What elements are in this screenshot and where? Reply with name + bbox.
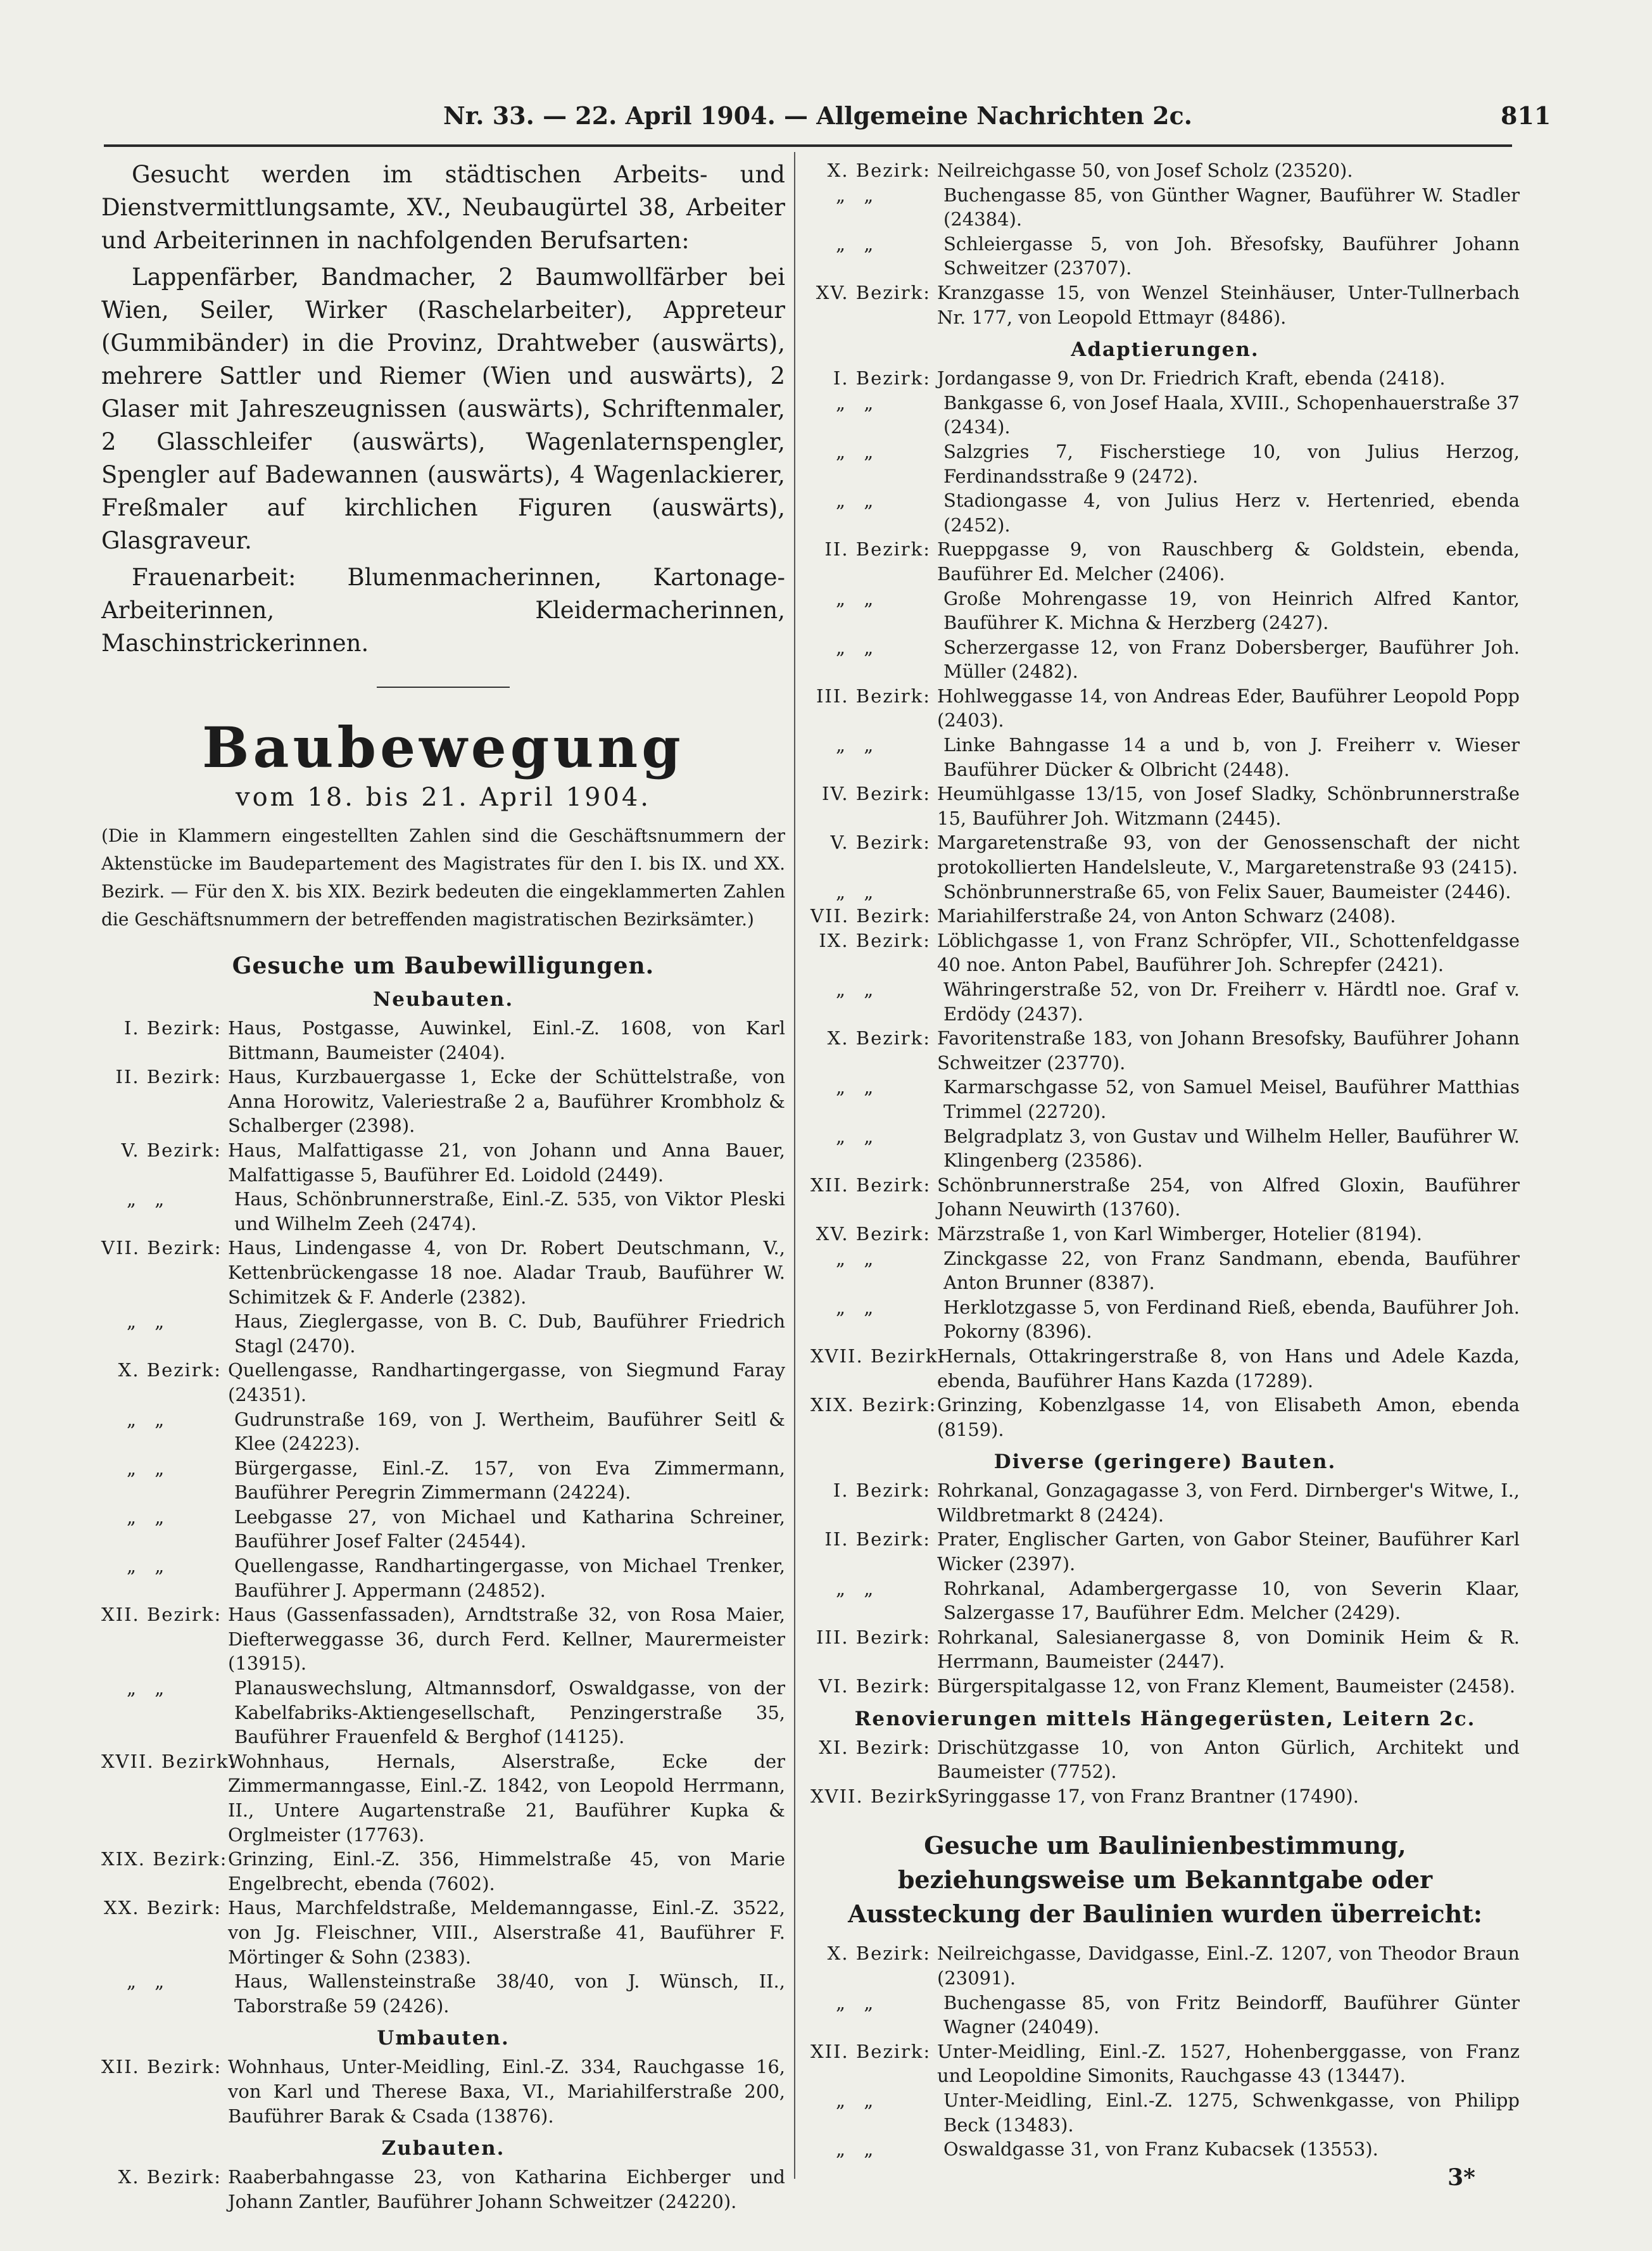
list-item <box>101 1138 785 1187</box>
district-label: „ „ <box>836 734 880 756</box>
list-item <box>101 1969 785 2018</box>
section-subtitle: vom 18. bis 21. April 1904. <box>235 783 652 812</box>
list-item <box>810 391 1520 440</box>
right-groups <box>810 338 1520 1808</box>
district-label: „ „ <box>127 1408 171 1430</box>
list-item <box>810 537 1520 586</box>
district-label: XVII. Bezirk: <box>810 1345 946 1367</box>
entry-text: Bürgerspitalgasse 12, von Franz Klement, Baumeister (2458). <box>937 1675 1516 1697</box>
entry-text: Schleiergasse 5, von Joh. Břesofsky, Bauführer Johann Schweitzer (23707). <box>943 232 1520 279</box>
entry-text: Neilreichgasse 50, von Josef Scholz (23520). <box>937 160 1353 181</box>
list-item <box>101 1554 785 1602</box>
district-label: „ „ <box>836 391 880 414</box>
district-label: „ „ <box>127 1555 171 1577</box>
entry-text: Raaberbahngasse 23, von Katharina Eichberger und Johann Zantler, Bauführer Johann Schweitzer (24220). <box>228 2166 785 2212</box>
list-item <box>101 1358 785 1407</box>
district-label: „ „ <box>127 1677 171 1699</box>
left-groups <box>101 988 785 2214</box>
list-item <box>810 2039 1520 2088</box>
list-item <box>810 1075 1520 1124</box>
section-heading: Gesuche um Baubewilligungen. <box>232 953 655 979</box>
entry-text: Rohrkanal, Salesianergasse 8, von Dominik Heim & R. Herrmann, Baumeister (2447). <box>937 1626 1520 1673</box>
district-label: V. Bezirk: <box>830 832 931 854</box>
district-label: XVII. Bezirk: <box>101 1750 237 1772</box>
district-label: XII. Bezirk: <box>101 1604 222 1626</box>
district-label: „ „ <box>836 490 880 512</box>
subsection-heading: Renovierungen mittels Hängegerüsten, Leitern 2c. <box>854 1707 1476 1730</box>
district-label: X. Bezirk: <box>118 2166 222 2188</box>
district-label: VI. Bezirk: <box>818 1675 931 1697</box>
list-item <box>810 1026 1520 1075</box>
section-heading: Gesuche um Baulinienbestimmung, beziehungsweise um Bekanntgabe oder Aussteckung der Baulinien wurden überreicht: <box>848 1831 1482 1929</box>
list-item <box>101 1847 785 1896</box>
district-label: XVII. Bezirk: <box>810 1785 946 1807</box>
district-label: „ „ <box>127 1188 171 1210</box>
district-label: „ „ <box>836 979 880 1000</box>
list-item <box>101 1016 785 1065</box>
intro-paragraph: Gesucht werden im städtischen Arbeits- und Dienstvermittlungsamte, XV., Neubaugürtel 38, Arbeiter und Arbeiterinnen in nachfolgenden Berufsarten: <box>101 161 785 254</box>
list-item <box>810 281 1520 329</box>
district-label: „ „ <box>127 1506 171 1528</box>
entry-text: Haus, Schönbrunnerstraße, Einl.-Z. 535, von Viktor Pleski und Wilhelm Zeeh (2474). <box>234 1188 785 1234</box>
list-item <box>810 684 1520 733</box>
entry-text: Gudrunstraße 169, von J. Wertheim, Bauführer Seitl & Klee (24223). <box>234 1408 785 1455</box>
list-item <box>101 2165 785 2214</box>
subsection-heading: Umbauten. <box>377 2027 510 2050</box>
entry-text: Haus, Marchfeldstraße, Meldemanngasse, Einl.-Z. 3522, von Jg. Fleischner, VIII., Alserstraße 41, Bauführer F. Mörtinger & Sohn (2383). <box>228 1897 785 1968</box>
entry-text: Zinckgasse 22, von Franz Sandmann, ebenda, Bauführer Anton Brunner (8387). <box>943 1247 1520 1294</box>
entry-text: Bürgergasse, Einl.-Z. 157, von Eva Zimmermann, Bauführer Peregrin Zimmermann (24224). <box>234 1457 785 1504</box>
list-item <box>810 1173 1520 1222</box>
district-label: „ „ <box>836 184 880 206</box>
district-label: V. Bezirk: <box>121 1139 222 1161</box>
entry-text: Wohnhaus, Hernals, Alserstraße, Ecke der Zimmermanngasse, Einl.-Z. 1842, von Leopold Herrmann, II., Untere Augartenstraße 21, Bauführer Kupka & Orglmeister (17763). <box>228 1750 785 1846</box>
district-label: II. Bezirk: <box>115 1066 222 1088</box>
entry-text: Schönbrunnerstraße 65, von Felix Sauer, Baumeister (2446). <box>943 880 1511 903</box>
entry-text: Drischützgasse 10, von Anton Gürlich, Architekt und Baumeister (7752). <box>937 1736 1520 1783</box>
list-item <box>101 1187 785 1236</box>
entry-text: Haus, Kurzbauergasse 1, Ecke der Schüttelstraße, von Anna Horowitz, Valeriestraße 2 a, Bauführer Krombholz & Schalberger (2398). <box>228 1066 785 1137</box>
list-item <box>810 587 1520 635</box>
entry-text: Unter-Meidling, Einl.-Z. 1527, Hohenberggasse, von Franz und Leopoldine Simonits, Rauchgasse 43 (13447). <box>937 2040 1520 2087</box>
list-item <box>101 1676 785 1749</box>
list-item <box>101 1236 785 1309</box>
entry-text: Rueppgasse 9, von Rauschberg & Goldstein, ebenda, Bauführer Ed. Melcher (2406). <box>937 538 1520 585</box>
entry-text: Scherzergasse 12, von Franz Dobersberger, Bauführer Joh. Müller (2482). <box>943 636 1520 683</box>
list-item <box>810 1576 1520 1625</box>
list-item <box>810 1393 1520 1442</box>
district-label: „ „ <box>836 440 880 462</box>
entry-text: Buchengasse 85, von Günther Wagner, Bauführer W. Stadler (24384). <box>943 184 1520 231</box>
header-rule <box>104 144 1512 147</box>
list-item <box>101 2055 785 2128</box>
left-column <box>101 158 785 2214</box>
district-label: I. Bezirk: <box>833 367 931 390</box>
district-label: „ „ <box>836 1076 880 1098</box>
district-label: „ „ <box>836 1577 880 1599</box>
entry-text: Löblichgasse 1, von Franz Schröpfer, VII., Schottenfeldgasse 40 noe. Anton Pabel, Bauführer Joh. Schrepfer (2421). <box>937 929 1520 976</box>
entry-text: Oswaldgasse 31, von Franz Kubacsek (13553). <box>943 2138 1378 2160</box>
entry-text: Bankgasse 6, von Josef Haala, XVIII., Schopenhauerstraße 37 (2434). <box>943 391 1520 438</box>
list-item <box>101 1407 785 1456</box>
list-item <box>810 183 1520 232</box>
district-label: „ „ <box>836 636 880 658</box>
entry-text: Belgradplatz 3, von Gustav und Wilhelm Heller, Bauführer W. Klingenberg (23586). <box>943 1125 1520 1172</box>
right-top-entries <box>810 158 1520 329</box>
section-title: Baubewegung <box>202 714 684 780</box>
district-label: „ „ <box>836 232 880 255</box>
list-item <box>810 929 1520 977</box>
entry-text: Favoritenstraße 183, von Johann Bresofsky, Bauführer Johann Schweitzer (23770). <box>937 1027 1520 1074</box>
list-item <box>810 1941 1520 1990</box>
list-item <box>810 366 1520 391</box>
section-divider <box>377 687 510 688</box>
entry-text: Haus (Gassenfassaden), Arndtstraße 32, von Rosa Maier, Diefterweggasse 36, durch Ferd. Kellner, Maurermeister (13915). <box>228 1604 785 1675</box>
district-label: VII. Bezirk: <box>101 1237 222 1259</box>
district-label: X. Bezirk: <box>827 1943 931 1965</box>
district-label: XIX. Bezirk: <box>101 1848 228 1870</box>
district-label: XII. Bezirk: <box>810 1174 931 1196</box>
list-item <box>810 2088 1520 2137</box>
list-item <box>810 880 1520 904</box>
district-label: „ „ <box>836 2138 880 2160</box>
district-label: „ „ <box>127 1970 171 1993</box>
entry-text: Quellengasse, Randhartingergasse, von Michael Trenker, Bauführer J. Appermann (24852). <box>234 1555 785 1601</box>
district-label: IV. Bezirk: <box>822 783 931 805</box>
entry-text: Heumühlgasse 13/15, von Josef Sladky, Schönbrunnerstraße 15, Bauführer Joh. Witzmann (2445). <box>937 783 1520 829</box>
entry-text: Planauswechslung, Altmannsdorf, Oswaldgasse, von der Kabelfabriks-Aktiengesellschaft, Penzingerstraße 35, Bauführer Frauenfeld & Berghof (14125). <box>234 1677 785 1748</box>
district-label: XII. Bezirk: <box>101 2056 222 2078</box>
list-item <box>810 904 1520 929</box>
signature-mark: 3* <box>1447 2164 1475 2191</box>
district-label: „ „ <box>127 1310 171 1333</box>
page-header <box>443 101 1551 130</box>
district-label: XX. Bezirk: <box>104 1897 222 1919</box>
entry-text: Grinzing, Einl.-Z. 356, Himmelstraße 45, von Marie Engelbrecht, ebenda (7602). <box>228 1848 785 1894</box>
intro-paragraph: Lappenfärber, Bandmacher, 2 Baumwollfärber bei Wien, Seiler, Wirker (Raschelarbeiter), Appreteur (Gummibänder) in die Provinz, Drahtweber (auswärts), mehrere Sattler und Riemer (Wien und auswärts), 2 Glaser mit Jahreszeugnissen (auswärts), Schriftenmaler, 2 Glasschleifer (auswärts), Wagenlaternspengler, Spengler auf Badewannen (auswärts), 4 Wagenlackierer, Freßmaler auf kirchlichen Figuren (auswärts), Glasgraveur. <box>101 263 785 554</box>
list-item <box>810 1674 1520 1699</box>
list-item <box>810 2137 1520 2162</box>
column-rule <box>794 152 795 2179</box>
list-item <box>810 1478 1520 1527</box>
list-item <box>810 1735 1520 1784</box>
entry-text: Haus, Postgasse, Auwinkel, Einl.-Z. 1608, von Karl Bittmann, Baumeister (2404). <box>228 1017 785 1063</box>
district-label: XV. Bezirk: <box>816 1222 931 1245</box>
page-number: 811 <box>1501 101 1551 130</box>
district-label: XI. Bezirk: <box>819 1736 931 1758</box>
entry-text: Quellengasse, Randhartingergasse, von Siegmund Faray (24351). <box>228 1359 785 1405</box>
entry-text: Margaretenstraße 93, von der Genossenschaft der nicht protokollierten Handelsleute, V., Margaretenstraße 93 (2415). <box>937 832 1520 878</box>
district-label: „ „ <box>836 1247 880 1269</box>
entry-text: Herklotzgasse 5, von Ferdinand Rieß, ebenda, Bauführer Joh. Pokorny (8396). <box>943 1296 1520 1343</box>
list-item <box>810 158 1520 183</box>
entry-text: Salzgries 7, Fischerstiege 10, von Julius Herzog, Ferdinandsstraße 9 (2472). <box>943 440 1520 487</box>
entry-text: Rohrkanal, Gonzagagasse 3, von Ferd. Dirnberger's Witwe, I., Wildbretmarkt 8 (2424). <box>937 1480 1520 1526</box>
district-label: XV. Bezirk: <box>816 281 931 303</box>
list-item <box>810 830 1520 879</box>
list-item <box>810 488 1520 537</box>
entry-text: Haus, Lindengasse 4, von Dr. Robert Deutschmann, V., Kettenbrückengasse 18 noe. Aladar Traub, Bauführer W. Schimitzek & F. Anderle (2382). <box>228 1237 785 1308</box>
entry-text: Haus, Zieglergasse, von B. C. Dub, Bauführer Friedrich Stagl (2470). <box>234 1310 785 1357</box>
list-item <box>810 977 1520 1026</box>
entry-text: Hernals, Ottakringerstraße 8, von Hans und Adele Kazda, ebenda, Bauführer Hans Kazda (17289). <box>937 1345 1520 1392</box>
header-title: Nr. 33. — 22. April 1904. — Allgemeine Nachrichten 2c. <box>443 101 1192 130</box>
district-label: VII. Bezirk: <box>810 905 931 927</box>
district-label: „ „ <box>836 880 880 903</box>
entry-text: Prater, Englischer Garten, von Gabor Steiner, Bauführer Karl Wicker (2397). <box>937 1528 1520 1575</box>
list-item <box>810 1784 1520 1809</box>
entry-text: Kranzgasse 15, von Wenzel Steinhäuser, Unter-Tullnerbach Nr. 177, von Leopold Ettmayr (8486). <box>937 281 1520 328</box>
right-column <box>810 158 1520 2191</box>
district-label: III. Bezirk: <box>816 1626 931 1648</box>
entry-text: Linke Bahngasse 14 a und b, von J. Freiherr v. Wieser Bauführer Dücker & Olbricht (2448). <box>943 734 1520 780</box>
entry-text: Haus, Malfattigasse 21, von Johann und Anna Bauer, Malfattigasse 5, Bauführer Ed. Loidold (2449). <box>228 1139 785 1186</box>
entry-text: Unter-Meidling, Einl.-Z. 1275, Schwenkgasse, von Philipp Beck (13483). <box>943 2089 1520 2136</box>
entry-text: Mariahilferstraße 24, von Anton Schwarz (2408). <box>937 905 1396 927</box>
entry-text: Märzstraße 1, von Karl Wimberger, Hotelier (8194). <box>937 1222 1423 1245</box>
entry-text: Syringgasse 17, von Franz Brantner (17490). <box>937 1785 1359 1807</box>
district-label: I. Bezirk: <box>123 1017 222 1039</box>
district-label: „ „ <box>836 1296 880 1318</box>
district-label: XIX. Bezirk: <box>810 1394 937 1416</box>
list-item <box>101 1065 785 1138</box>
district-label: XII. Bezirk: <box>810 2040 931 2062</box>
intro-paragraph: Frauenarbeit: Blumenmacherinnen, Kartonage-Arbeiterinnen, Kleidermacherinnen, Maschinstrickerinnen. <box>101 564 785 657</box>
list-item <box>810 1625 1520 1674</box>
entry-text: Buchengasse 85, von Fritz Beindorff, Bauführer Günter Wagner (24049). <box>943 1991 1520 2038</box>
district-label: „ „ <box>836 2089 880 2111</box>
district-label: X. Bezirk: <box>827 1027 931 1049</box>
subsection-heading: Zubauten. <box>381 2137 505 2160</box>
subsection-heading: Neubauten. <box>372 988 514 1011</box>
district-label: X. Bezirk: <box>118 1359 222 1381</box>
entry-text: Wohnhaus, Unter-Meidling, Einl.-Z. 334, Rauchgasse 16, von Karl und Therese Baxa, VI., Mariahilferstraße 200, Bauführer Barak & Csada (13876). <box>228 2056 785 2127</box>
list-item <box>101 1456 785 1505</box>
district-label: „ „ <box>127 1457 171 1479</box>
district-label: II. Bezirk: <box>824 1528 931 1550</box>
district-label: IX. Bezirk: <box>819 929 931 951</box>
entry-text: Stadiongasse 4, von Julius Herz v. Hertenried, ebenda (2452). <box>943 490 1520 536</box>
explanatory-note: (Die in Klammern eingestellten Zahlen sind die Geschäftsnummern der Aktenstücke im Baudepartement des Magistrates für den I. bis IX. und XX. Bezirk. — Für den X. bis XIX. Bezirk bedeuten die eingeklammerten Zahlen die Geschäftsnummern der betreffenden magistratischen Bezirksämter.) <box>101 825 785 930</box>
list-item <box>810 782 1520 830</box>
list-item <box>810 1527 1520 1576</box>
list-item <box>810 1295 1520 1344</box>
district-label: II. Bezirk: <box>824 538 931 561</box>
list-item <box>810 733 1520 782</box>
list-item <box>101 1602 785 1676</box>
entry-text: Währingerstraße 52, von Dr. Freiherr v. Härdtl noe. Graf v. Erdödy (2437). <box>943 979 1520 1025</box>
district-label: „ „ <box>836 587 880 609</box>
list-item <box>810 1222 1520 1246</box>
list-item <box>101 1505 785 1554</box>
district-label: X. Bezirk: <box>827 160 931 181</box>
list-item <box>810 635 1520 684</box>
entry-text: Karmarschgasse 52, von Samuel Meisel, Bauführer Matthias Trimmel (22720). <box>943 1076 1520 1122</box>
list-item <box>810 440 1520 488</box>
entry-text: Rohrkanal, Adambergergasse 10, von Severin Klaar, Salzergasse 17, Bauführer Edm. Melcher (2429). <box>943 1577 1520 1624</box>
entry-text: Schönbrunnerstraße 254, von Alfred Gloxin, Bauführer Johann Neuwirth (13760). <box>937 1174 1520 1221</box>
right-final-entries <box>810 1941 1520 2161</box>
list-item <box>810 1991 1520 2039</box>
district-label: I. Bezirk: <box>833 1480 931 1502</box>
entry-text: Große Mohrengasse 19, von Heinrich Alfred Kantor, Bauführer K. Michna & Herzberg (2427). <box>943 587 1520 634</box>
entry-text: Hohlweggasse 14, von Andreas Eder, Bauführer Leopold Popp (2403). <box>937 685 1520 732</box>
list-item <box>101 1896 785 1969</box>
district-label: III. Bezirk: <box>816 685 931 707</box>
entry-text: Neilreichgasse, Davidgasse, Einl.-Z. 1207, von Theodor Braun (23091). <box>937 1943 1520 1989</box>
entry-text: Jordangasse 9, von Dr. Friedrich Kraft, ebenda (2418). <box>937 367 1446 390</box>
subsection-heading: Diverse (geringere) Bauten. <box>993 1450 1337 1474</box>
list-item <box>810 1124 1520 1173</box>
subsection-heading: Adaptierungen. <box>1071 338 1259 362</box>
entry-text: Grinzing, Kobenzlgasse 14, von Elisabeth Amon, ebenda (8159). <box>937 1394 1520 1440</box>
list-item <box>810 1246 1520 1295</box>
list-item <box>101 1309 785 1358</box>
list-item <box>810 1344 1520 1393</box>
entry-text: Leebgasse 27, von Michael und Katharina Schreiner, Bauführer Josef Falter (24544). <box>234 1506 785 1552</box>
list-item <box>810 232 1520 281</box>
district-label: „ „ <box>836 1125 880 1147</box>
district-label: „ „ <box>836 1991 880 2013</box>
list-item <box>101 1749 785 1847</box>
entry-text: Haus, Wallensteinstraße 38/40, von J. Wünsch, II., Taborstraße 59 (2426). <box>234 1970 785 2017</box>
